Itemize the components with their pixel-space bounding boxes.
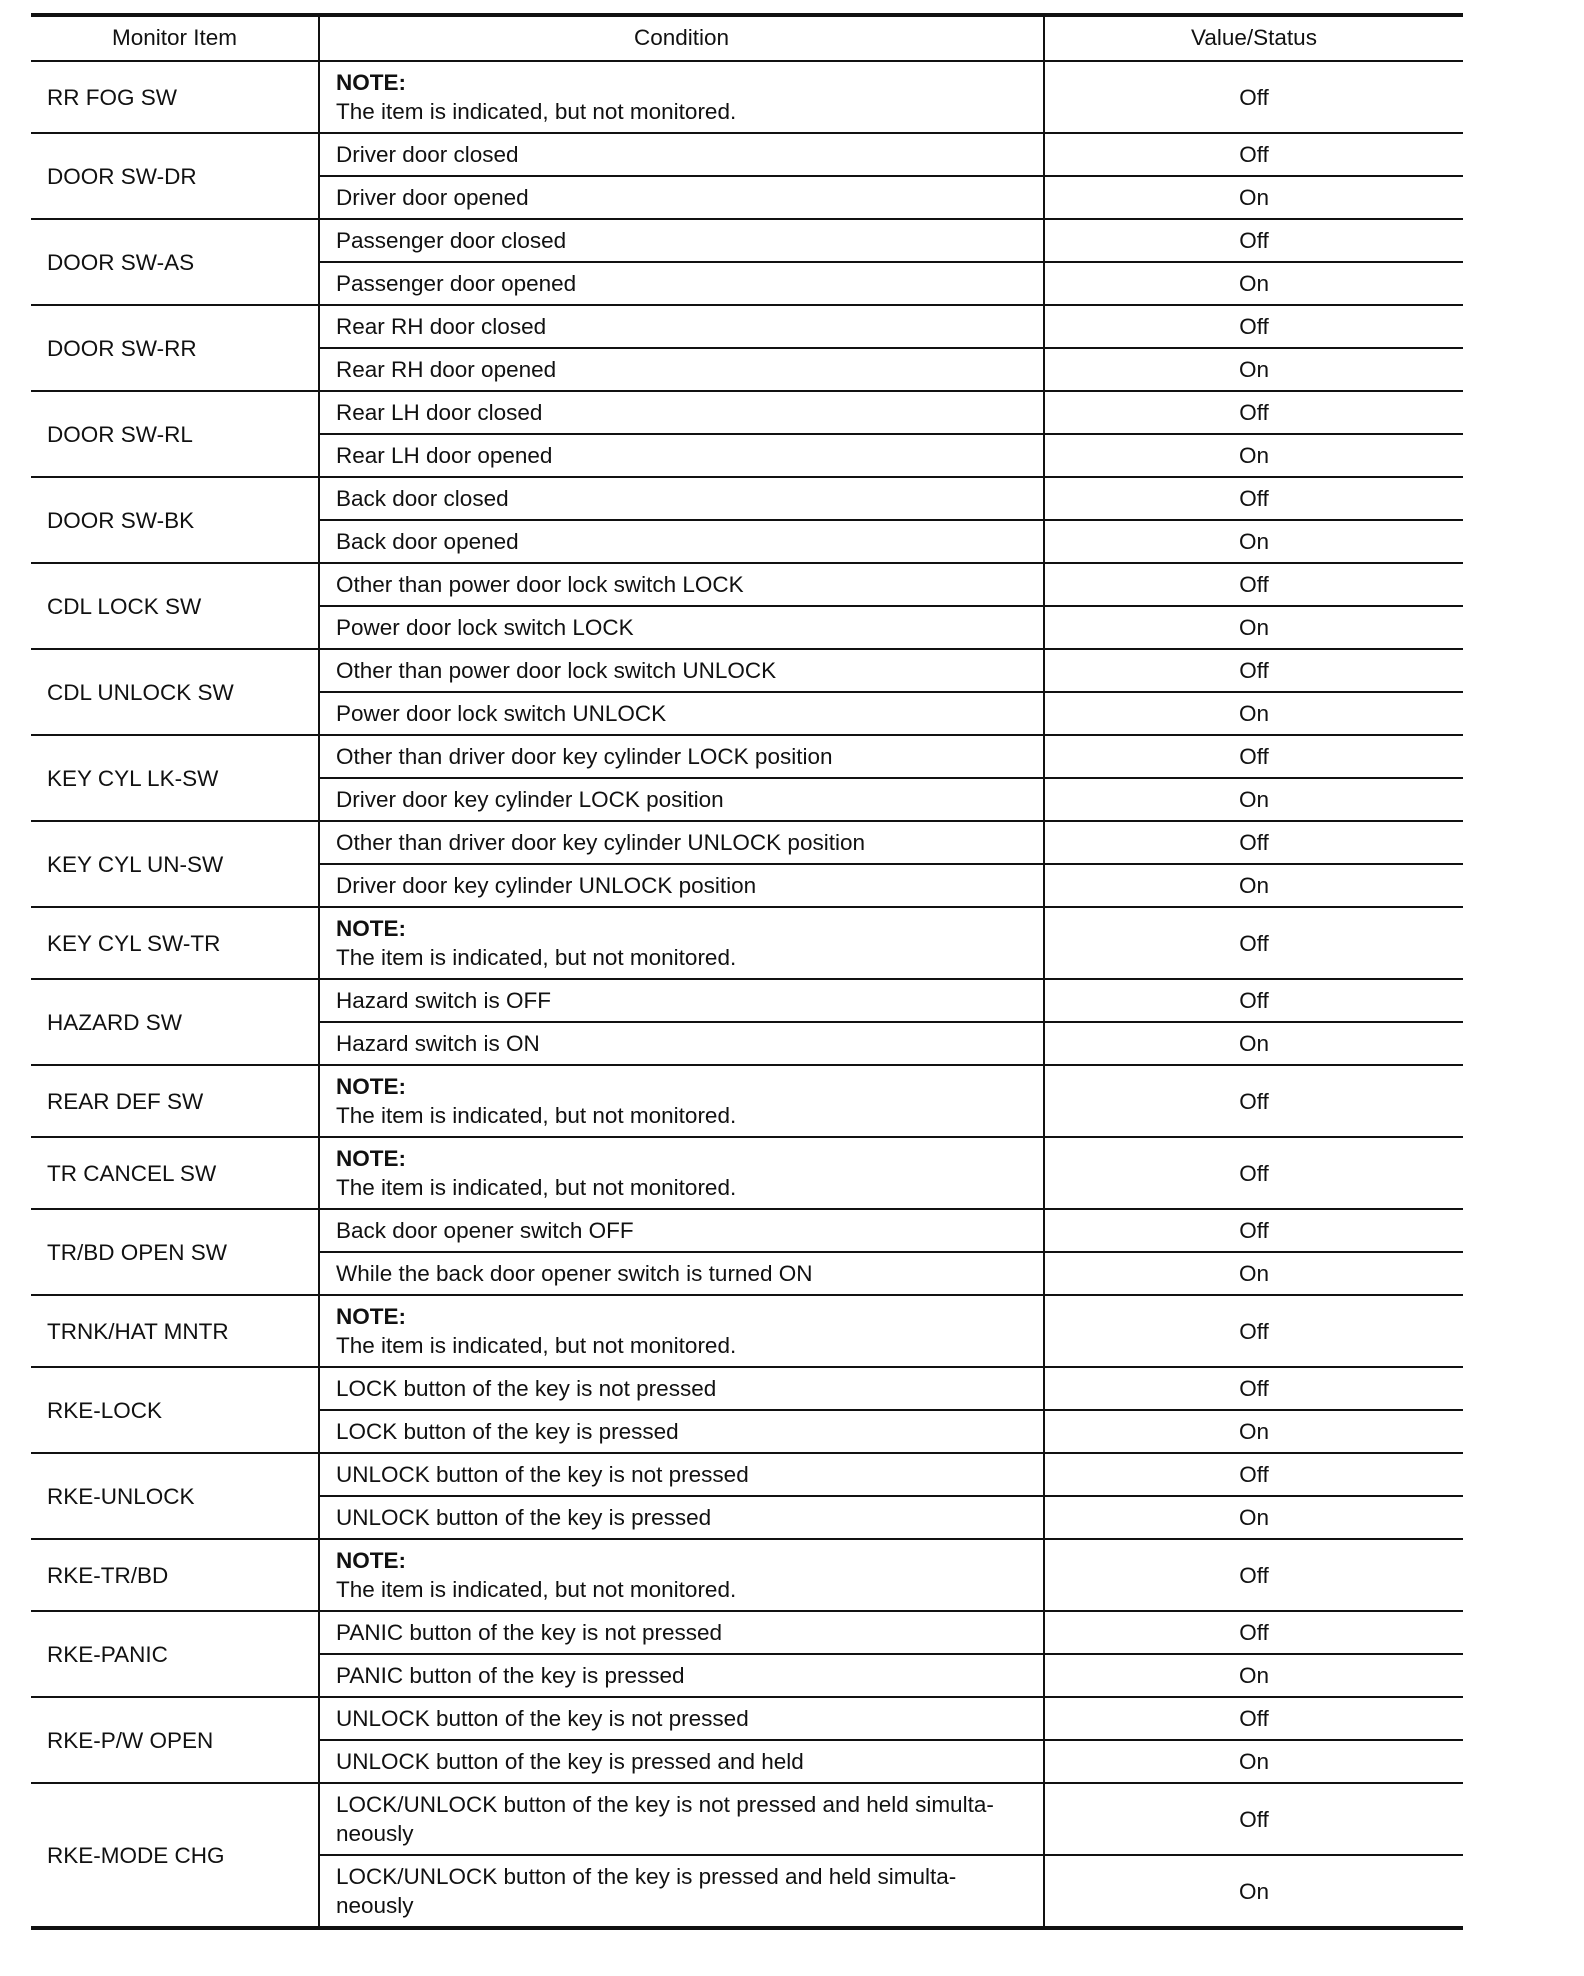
condition-text: While the back door opener switch is turned ON: [336, 1261, 813, 1286]
condition-cell: [319, 1137, 1044, 1209]
monitor-item-cell: TRNK/HAT MNTR: [31, 1295, 319, 1367]
table-row: [31, 1783, 1463, 1855]
condition-text-line: neously: [336, 1893, 414, 1918]
condition-text-line: LOCK/UNLOCK button of the key is not pressed and held simulta-: [336, 1792, 994, 1817]
value-status-cell: On: [1044, 520, 1463, 563]
note-label: NOTE:: [336, 1548, 406, 1573]
condition-cell: [319, 133, 1044, 176]
value-status-cell: On: [1044, 606, 1463, 649]
monitor-item-cell: HAZARD SW: [31, 979, 319, 1065]
value-status-cell: Off: [1044, 1453, 1463, 1496]
condition-text: Driver door closed: [336, 142, 519, 167]
table-header-row: [31, 15, 1463, 61]
condition-cell: [319, 262, 1044, 305]
value-status-cell: Off: [1044, 1137, 1463, 1209]
condition-text: Rear RH door opened: [336, 357, 557, 382]
note-label: NOTE:: [336, 1074, 406, 1099]
condition-text: Driver door opened: [336, 185, 529, 210]
monitor-item-cell: RKE-LOCK: [31, 1367, 319, 1453]
condition-cell: [319, 778, 1044, 821]
condition-text: Other than power door lock switch LOCK: [336, 572, 744, 597]
note-text: The item is indicated, but not monitored.: [336, 99, 737, 124]
value-status-cell: On: [1044, 1252, 1463, 1295]
monitor-item-cell: DOOR SW-AS: [31, 219, 319, 305]
condition-text-line: LOCK/UNLOCK button of the key is pressed and held simulta-: [336, 1864, 957, 1889]
note-text: The item is indicated, but not monitored.: [336, 1103, 737, 1128]
table-row: [31, 219, 1463, 262]
value-status-cell: Off: [1044, 821, 1463, 864]
condition-cell: [319, 219, 1044, 262]
condition-text: Hazard switch is ON: [336, 1031, 540, 1056]
note-text: The item is indicated, but not monitored.: [336, 1577, 737, 1602]
table-row: [31, 649, 1463, 692]
condition-text: Passenger door opened: [336, 271, 577, 296]
condition-cell: [319, 692, 1044, 735]
table-row: [31, 1611, 1463, 1654]
table-row: [31, 821, 1463, 864]
value-status-cell: Off: [1044, 1539, 1463, 1611]
condition-text: LOCK button of the key is not pressed: [336, 1376, 717, 1401]
value-status-cell: Off: [1044, 563, 1463, 606]
monitor-item-cell: KEY CYL SW-TR: [31, 907, 319, 979]
monitor-item-cell: RKE-MODE CHG: [31, 1783, 319, 1928]
monitor-item-cell: TR CANCEL SW: [31, 1137, 319, 1209]
value-status-cell: On: [1044, 1654, 1463, 1697]
value-status-cell: Off: [1044, 477, 1463, 520]
value-status-cell: Off: [1044, 61, 1463, 133]
value-status-cell: On: [1044, 864, 1463, 907]
condition-cell: [319, 520, 1044, 563]
condition-cell: [319, 1209, 1044, 1252]
value-status-cell: On: [1044, 1855, 1463, 1928]
table-row: [31, 133, 1463, 176]
value-status-cell: Off: [1044, 735, 1463, 778]
condition-cell: [319, 979, 1044, 1022]
monitor-item-cell: DOOR SW-DR: [31, 133, 319, 219]
condition-cell: [319, 1783, 1044, 1855]
condition-cell: [319, 348, 1044, 391]
condition-text: Rear RH door closed: [336, 314, 547, 339]
header-monitor-item: Monitor Item: [31, 15, 319, 61]
note-label: NOTE:: [336, 916, 406, 941]
condition-cell: [319, 1496, 1044, 1539]
value-status-cell: Off: [1044, 391, 1463, 434]
value-status-cell: Off: [1044, 1065, 1463, 1137]
table-body: [31, 61, 1463, 1928]
table-row: [31, 735, 1463, 778]
condition-cell: [319, 1022, 1044, 1065]
condition-cell: [319, 1855, 1044, 1928]
condition-text: Power door lock switch LOCK: [336, 615, 634, 640]
condition-cell: [319, 1539, 1044, 1611]
condition-text: Driver door key cylinder UNLOCK position: [336, 873, 757, 898]
monitor-item-cell: DOOR SW-BK: [31, 477, 319, 563]
condition-cell: [319, 305, 1044, 348]
table-row: [31, 1209, 1463, 1252]
condition-text-line: neously: [336, 1821, 414, 1846]
value-status-cell: On: [1044, 778, 1463, 821]
condition-cell: [319, 1295, 1044, 1367]
value-status-cell: On: [1044, 262, 1463, 305]
monitor-item-cell: CDL UNLOCK SW: [31, 649, 319, 735]
value-status-cell: Off: [1044, 1367, 1463, 1410]
table-row: [31, 1453, 1463, 1496]
condition-cell: [319, 821, 1044, 864]
condition-text: Other than driver door key cylinder LOCK position: [336, 744, 833, 769]
value-status-cell: Off: [1044, 979, 1463, 1022]
condition-text: Power door lock switch UNLOCK: [336, 701, 667, 726]
value-status-cell: On: [1044, 1410, 1463, 1453]
value-status-cell: Off: [1044, 1611, 1463, 1654]
condition-text: Back door opener switch OFF: [336, 1218, 634, 1243]
condition-cell: [319, 1654, 1044, 1697]
condition-cell: [319, 391, 1044, 434]
note-text: The item is indicated, but not monitored.: [336, 1333, 737, 1358]
table-row: [31, 979, 1463, 1022]
table-row: [31, 1137, 1463, 1209]
value-status-cell: Off: [1044, 305, 1463, 348]
monitor-item-cell: RKE-P/W OPEN: [31, 1697, 319, 1783]
value-status-cell: On: [1044, 434, 1463, 477]
monitor-item-cell: CDL LOCK SW: [31, 563, 319, 649]
value-status-cell: Off: [1044, 1697, 1463, 1740]
monitor-item-cell: KEY CYL LK-SW: [31, 735, 319, 821]
note-text: The item is indicated, but not monitored.: [336, 1175, 737, 1200]
condition-cell: [319, 1252, 1044, 1295]
condition-text: UNLOCK button of the key is not pressed: [336, 1706, 749, 1731]
condition-cell: [319, 864, 1044, 907]
monitor-item-cell: REAR DEF SW: [31, 1065, 319, 1137]
monitor-item-cell: RKE-PANIC: [31, 1611, 319, 1697]
condition-text: LOCK button of the key is pressed: [336, 1419, 679, 1444]
condition-cell: [319, 563, 1044, 606]
monitor-item-cell: RKE-UNLOCK: [31, 1453, 319, 1539]
monitor-item-cell: DOOR SW-RL: [31, 391, 319, 477]
note-label: NOTE:: [336, 1146, 406, 1171]
table-row: [31, 1539, 1463, 1611]
value-status-cell: Off: [1044, 907, 1463, 979]
note-label: NOTE:: [336, 1304, 406, 1329]
condition-cell: [319, 606, 1044, 649]
value-status-cell: On: [1044, 1496, 1463, 1539]
condition-text: PANIC button of the key is not pressed: [336, 1620, 723, 1645]
value-status-cell: On: [1044, 1740, 1463, 1783]
table-row: [31, 305, 1463, 348]
table-row: [31, 391, 1463, 434]
condition-cell: [319, 735, 1044, 778]
condition-text: Other than power door lock switch UNLOCK: [336, 658, 777, 683]
value-status-cell: Off: [1044, 219, 1463, 262]
condition-cell: [319, 1410, 1044, 1453]
value-status-cell: On: [1044, 348, 1463, 391]
value-status-cell: Off: [1044, 1783, 1463, 1855]
condition-cell: [319, 907, 1044, 979]
value-status-cell: Off: [1044, 649, 1463, 692]
condition-cell: [319, 649, 1044, 692]
monitor-item-cell: KEY CYL UN-SW: [31, 821, 319, 907]
condition-text: PANIC button of the key is pressed: [336, 1663, 685, 1688]
monitor-item-cell: RR FOG SW: [31, 61, 319, 133]
condition-text: Driver door key cylinder LOCK position: [336, 787, 724, 812]
condition-text: UNLOCK button of the key is not pressed: [336, 1462, 749, 1487]
condition-text: Other than driver door key cylinder UNLOCK position: [336, 830, 865, 855]
condition-text: Back door opened: [336, 529, 519, 554]
condition-cell: [319, 477, 1044, 520]
table-row: [31, 907, 1463, 979]
condition-text: UNLOCK button of the key is pressed and held: [336, 1749, 804, 1774]
condition-text: Back door closed: [336, 486, 509, 511]
condition-text: Passenger door closed: [336, 228, 567, 253]
condition-cell: [319, 176, 1044, 219]
monitor-item-cell: TR/BD OPEN SW: [31, 1209, 319, 1295]
condition-cell: [319, 1367, 1044, 1410]
note-text: The item is indicated, but not monitored.: [336, 945, 737, 970]
condition-cell: [319, 434, 1044, 477]
condition-cell: [319, 61, 1044, 133]
condition-text: Rear LH door opened: [336, 443, 553, 468]
table-row: [31, 1295, 1463, 1367]
monitor-item-cell: RKE-TR/BD: [31, 1539, 319, 1611]
note-label: NOTE:: [336, 70, 406, 95]
condition-text: Hazard switch is OFF: [336, 988, 552, 1013]
table-row: [31, 563, 1463, 606]
table-row: [31, 477, 1463, 520]
header-value-status: Value/Status: [1044, 15, 1463, 61]
monitor-item-cell: DOOR SW-RR: [31, 305, 319, 391]
condition-text: Rear LH door closed: [336, 400, 543, 425]
condition-cell: [319, 1453, 1044, 1496]
table-row: [31, 1697, 1463, 1740]
condition-cell: [319, 1065, 1044, 1137]
condition-cell: [319, 1697, 1044, 1740]
value-status-cell: Off: [1044, 1209, 1463, 1252]
table-row: [31, 1065, 1463, 1137]
value-status-cell: Off: [1044, 1295, 1463, 1367]
condition-cell: [319, 1611, 1044, 1654]
condition-text: UNLOCK button of the key is pressed: [336, 1505, 712, 1530]
value-status-cell: On: [1044, 1022, 1463, 1065]
table-row: [31, 61, 1463, 133]
monitor-item-table: [31, 13, 1463, 1930]
table-row: [31, 1367, 1463, 1410]
value-status-cell: Off: [1044, 133, 1463, 176]
value-status-cell: On: [1044, 176, 1463, 219]
condition-cell: [319, 1740, 1044, 1783]
value-status-cell: On: [1044, 692, 1463, 735]
header-condition: Condition: [319, 15, 1044, 61]
